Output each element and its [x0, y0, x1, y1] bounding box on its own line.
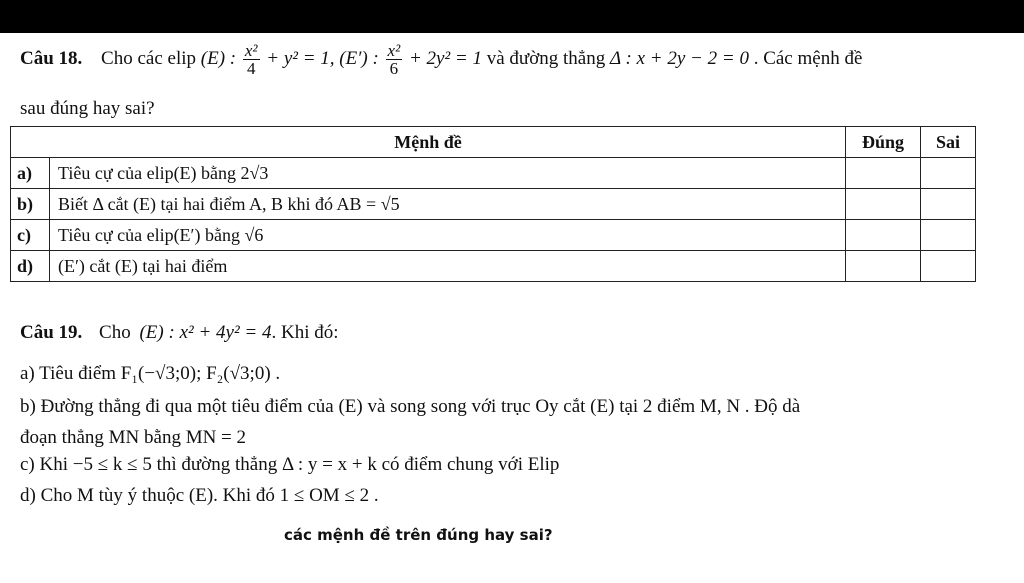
header-false: Sai	[921, 127, 976, 158]
footer-question: các mệnh đề trên đúng hay sai?	[284, 526, 553, 544]
q19-number: Câu 19.	[20, 322, 83, 343]
row-statement: (E′) cắt (E) tại hai điểm	[50, 251, 846, 282]
q18-e1-name: (E) :	[200, 47, 237, 69]
false-cell[interactable]	[921, 189, 976, 220]
q19-intro: Cho	[99, 322, 131, 343]
q19-item-b-line1: b) Đường thẳng đi qua một tiêu điểm của (E) và song song với trục Oy cắt (E) tại 2 điểm M, N . Độ dà	[20, 396, 801, 417]
true-cell[interactable]	[846, 220, 921, 251]
q19-equation: (E) : x² + 4y² = 4	[139, 322, 272, 343]
q19-item-d: d) Cho M tùy ý thuộc (E). Khi đó 1 ≤ OM ≤ 2 .	[20, 485, 379, 506]
table-row	[11, 220, 976, 251]
q18-e2-rest: + 2y² = 1	[408, 47, 482, 69]
statement-table	[10, 126, 976, 282]
q18-e1-rest: + y² = 1,	[266, 47, 335, 69]
q18-line-equation: Δ : x + 2y − 2 = 0	[609, 47, 749, 69]
q18-e2-name: (E′) :	[339, 47, 379, 69]
header-statement: Mệnh đề	[11, 127, 846, 158]
header-true: Đúng	[846, 127, 921, 158]
q18-e2-fraction	[386, 42, 403, 77]
table-row	[11, 189, 976, 220]
true-cell[interactable]	[846, 189, 921, 220]
q18-number: Câu 18.	[20, 47, 83, 69]
q18-e1-denominator: 4	[246, 59, 256, 78]
q18-e1-fraction	[243, 42, 260, 77]
q19-item-b-line2: đoạn thẳng MN bằng MN = 2	[20, 427, 247, 448]
q19-item-c: c) Khi −5 ≤ k ≤ 5 thì đường thẳng Δ : y = x + k có điểm chung với Elip	[20, 454, 560, 475]
row-statement: Tiêu cự của elip(E) bằng 2√3	[50, 158, 846, 189]
false-cell[interactable]	[921, 251, 976, 282]
row-label: a)	[11, 158, 50, 189]
row-label: d)	[11, 251, 50, 282]
row-label: b)	[11, 189, 50, 220]
row-label: c)	[11, 220, 50, 251]
q19-tail: . Khi đó:	[271, 322, 339, 343]
false-cell[interactable]	[921, 220, 976, 251]
q18-tail: . Các mệnh đề	[753, 47, 863, 69]
table-header-row	[11, 127, 976, 158]
true-cell[interactable]	[846, 251, 921, 282]
q19-item-a: a) Tiêu điểm F₁(−√3;0); F₂(√3;0) .	[20, 363, 281, 384]
q18-mid: và đường thẳng	[486, 47, 606, 69]
q18-e2-numerator: x²	[387, 41, 401, 60]
q18-line2: sau đúng hay sai?	[20, 98, 155, 119]
top-black-bar	[0, 0, 1024, 33]
q18-intro: Cho các elip	[101, 47, 197, 69]
row-statement: Biết Δ cắt (E) tại hai điểm A, B khi đó AB = √5	[50, 189, 846, 220]
q19-line1	[20, 322, 339, 344]
false-cell[interactable]	[921, 158, 976, 189]
q18-line1	[20, 42, 862, 77]
row-statement: Tiêu cự của elip(E′) bằng √6	[50, 220, 846, 251]
table-row	[11, 251, 976, 282]
true-cell[interactable]	[846, 158, 921, 189]
q18-e1-numerator: x²	[244, 41, 258, 60]
table-row	[11, 158, 976, 189]
q18-e2-denominator: 6	[389, 59, 399, 78]
